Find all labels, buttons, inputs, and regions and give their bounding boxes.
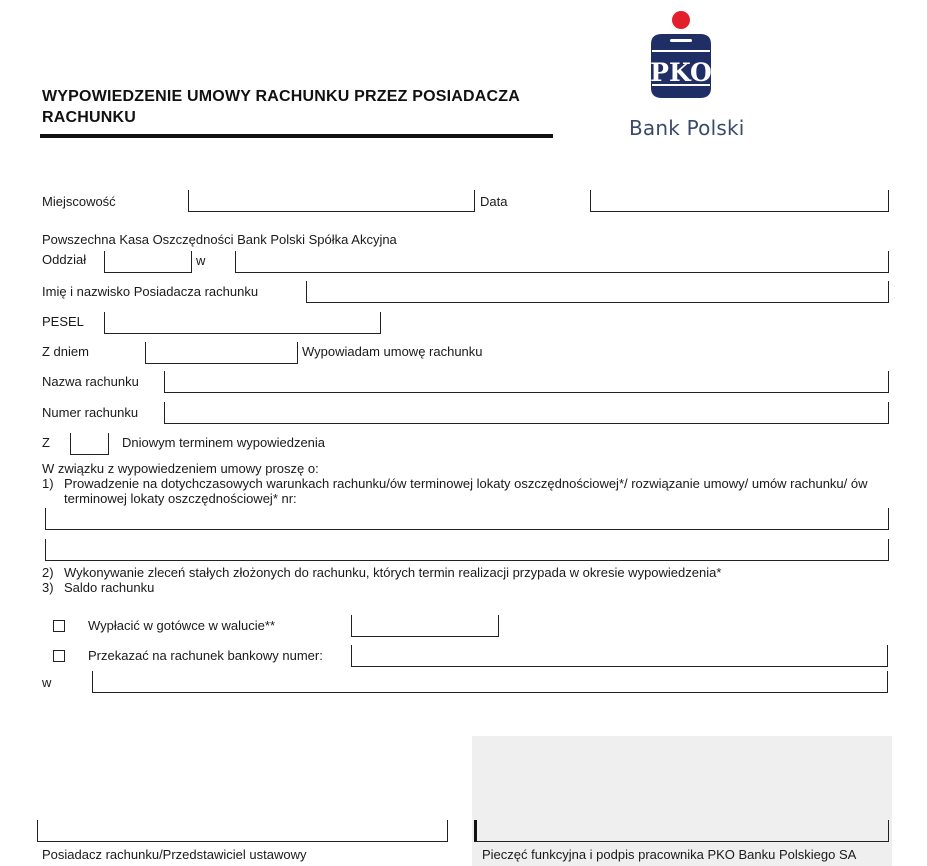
bank-full-name: Powszechna Kasa Oszczędności Bank Polski Spółka Akcyjna: [42, 232, 397, 247]
item3-number: 3): [42, 580, 54, 595]
account-name-field[interactable]: [164, 371, 889, 393]
miejscowosc-label: Miejscowość: [42, 194, 116, 209]
bank-signature-caption: Pieczęć funkcyjna i podpis pracownika PKO Banku Polskiego SA: [482, 847, 857, 862]
request-intro: W związku z wypowiedzeniem umowy proszę o:: [42, 461, 319, 476]
z-label: Z: [42, 435, 50, 450]
account-name-label: Nazwa rachunku: [42, 374, 139, 389]
form-title-line2: RACHUNKU: [42, 109, 137, 126]
z-dniem-field[interactable]: [145, 342, 298, 364]
z-dniem-label: Z dniem: [42, 344, 89, 359]
account-number-field[interactable]: [164, 402, 889, 424]
oddzial-w-label: w: [196, 253, 206, 268]
logo-monogram: PKO: [650, 58, 712, 87]
holder-name-label: Imię i nazwisko Posiadacza rachunku: [42, 284, 259, 299]
cash-payout-checkbox[interactable]: [53, 620, 65, 632]
holder-signature-field[interactable]: [37, 820, 448, 842]
notice-period-label: Dniowym terminem wypowiedzenia: [122, 435, 326, 450]
account-number-label: Numer rachunku: [42, 405, 139, 420]
miejscowosc-field[interactable]: [188, 190, 475, 212]
item2-number: 2): [42, 565, 54, 580]
currency-field[interactable]: [351, 615, 499, 637]
transfer-bank-w-label: w: [42, 675, 52, 690]
bank-signature-field[interactable]: [474, 820, 889, 842]
item1-text-line2: terminowej lokaty oszczędnościowej* nr:: [64, 491, 297, 506]
oddzial-location-field[interactable]: [235, 251, 889, 273]
transfer-account-field[interactable]: [351, 645, 888, 667]
form-title-line1: WYPOWIEDZENIE UMOWY RACHUNKU PRZEZ POSIADACZA: [42, 88, 521, 105]
pko-logo-icon: [648, 10, 714, 104]
form-title: [42, 86, 562, 128]
holder-name-field[interactable]: [306, 281, 889, 303]
item1-text-line1: Prowadzenie na dotychczasowych warunkach rachunku/ów terminowej lokaty oszczędnościowej*/ rozwiązanie umowy/ umów rachunku/ ów: [64, 476, 868, 491]
transfer-checkbox[interactable]: [53, 650, 65, 662]
logo-red-dot: [672, 11, 690, 29]
transfer-label: Przekazać na rachunek bankowy numer:: [88, 648, 323, 663]
cash-payout-label: Wypłacić w gotówce w walucie**: [88, 618, 276, 633]
oddzial-field[interactable]: [104, 251, 192, 273]
notice-days-field[interactable]: [70, 433, 109, 455]
oddzial-label: Oddział: [42, 252, 87, 267]
data-label: Data: [480, 194, 508, 209]
pesel-field[interactable]: [104, 312, 381, 334]
transfer-bank-field[interactable]: [92, 671, 888, 693]
deposit-numbers-field-2[interactable]: [45, 539, 889, 561]
item1-number: 1): [42, 476, 54, 491]
item2-text: Wykonywanie zleceń stałych złożonych do rachunku, których termin realizacji przypada w okresie wypowiedzenia*: [64, 565, 722, 580]
title-underline: [40, 134, 553, 138]
date-field[interactable]: [590, 190, 889, 212]
bank-name: Bank Polski: [629, 116, 745, 140]
deposit-numbers-field-1[interactable]: [45, 508, 889, 530]
pesel-label: PESEL: [42, 314, 84, 329]
item3-text: Saldo rachunku: [64, 580, 155, 595]
holder-signature-caption: Posiadacz rachunku/Przedstawiciel ustawowy: [42, 847, 307, 862]
wypowiadam-label: Wypowiadam umowę rachunku: [302, 344, 483, 359]
